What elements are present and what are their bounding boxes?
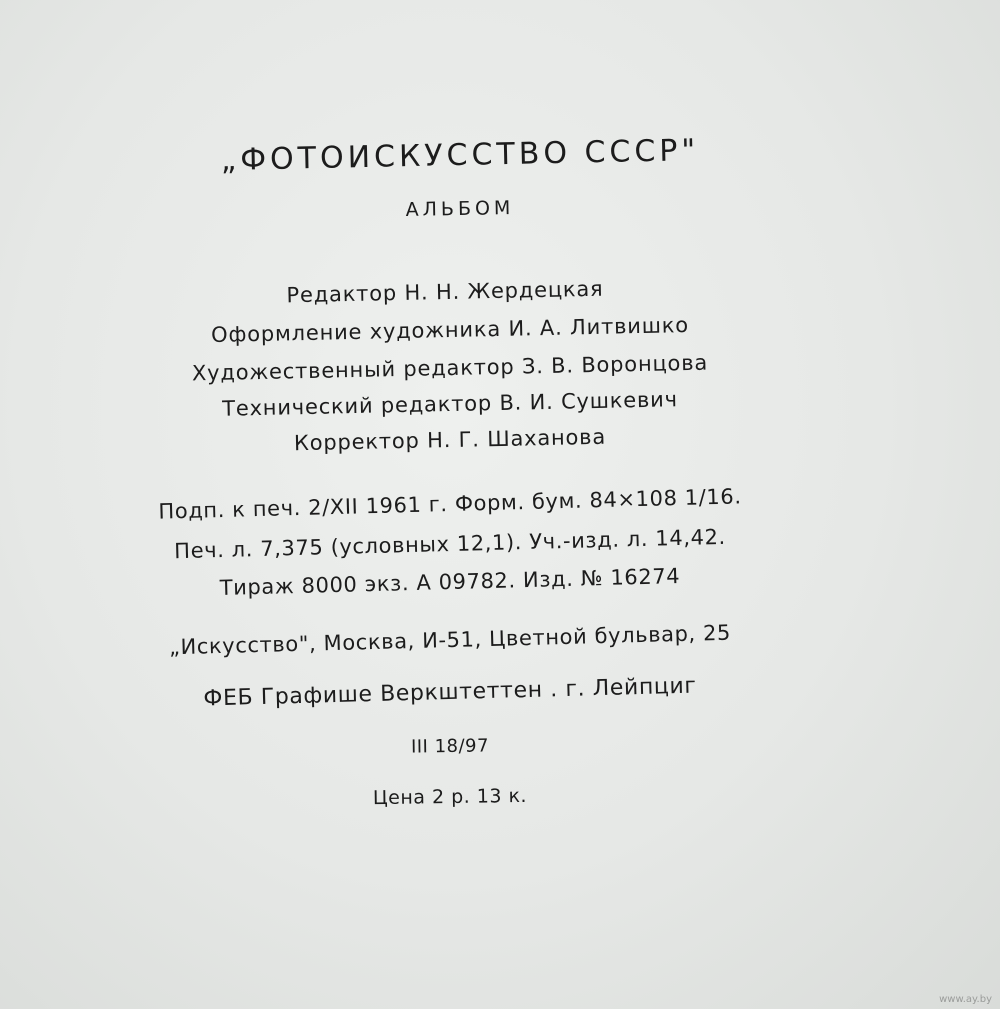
imprint-publisher: „Искусство", Москва, И-51, Цветной бульвар, 25 (168, 620, 732, 660)
imprint-code: III 18/97 (410, 735, 490, 758)
imprint-printer: ФЕБ Графише Веркштеттен . г. Лейпциг (203, 673, 697, 712)
credit-tech-editor: Технический редактор В. И. Сушкевич (221, 387, 679, 421)
credit-design: Оформление художника И. А. Литвишко (210, 312, 690, 348)
credit-editor: Редактор Н. Н. Жердецкая (286, 276, 604, 308)
site-watermark: www.ay.by (939, 994, 992, 1005)
imprint-sheets: Печ. л. 7,375 (условных 12,1). Уч.-изд. л. 14,42. (173, 524, 727, 564)
book-title: „ФОТОИСКУССТВО СССР" (220, 132, 700, 179)
imprint-run: Тираж 8000 экз. А 09782. Изд. № 16274 (219, 563, 681, 601)
credit-art-editor: Художественный редактор З. В. Воронцова (191, 350, 709, 386)
imprint-price: Цена 2 р. 13 к. (372, 784, 528, 810)
credit-proofreader: Корректор Н. Г. Шаханова (293, 424, 607, 456)
imprint-signed: Подп. к печ. 2/XII 1961 г. Форм. бум. 84×108 1/16. (158, 484, 742, 524)
book-subtitle: АЛЬБОМ (405, 197, 515, 221)
